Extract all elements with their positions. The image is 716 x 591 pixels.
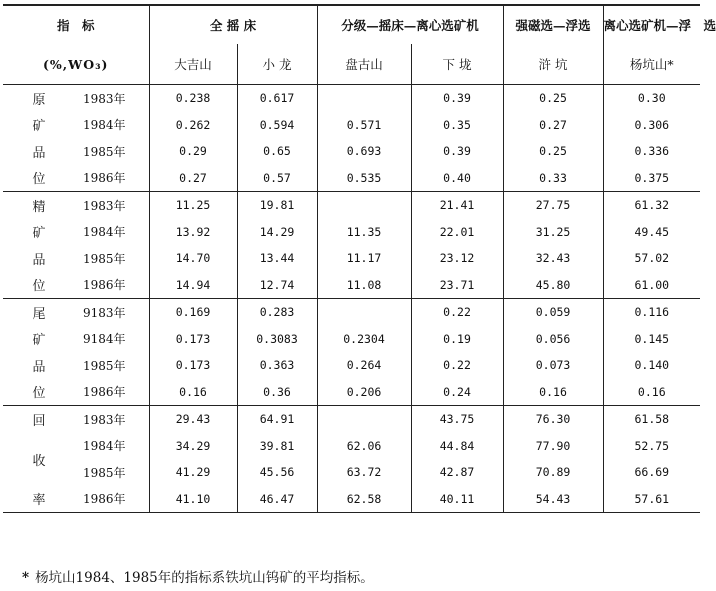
mine-header: 浒 坑 bbox=[503, 44, 603, 85]
value-cell: 0.16 bbox=[149, 379, 237, 406]
mine-header: 杨坑山* bbox=[603, 44, 700, 85]
value-cell: 45.56 bbox=[237, 459, 317, 486]
value-cell: 0.173 bbox=[149, 352, 237, 379]
group-header-all-table: 全 摇 床 bbox=[149, 5, 317, 44]
year-cell: 1984年 bbox=[75, 112, 149, 139]
group-label-char: 品 bbox=[32, 145, 46, 161]
value-cell: 0.16 bbox=[637, 384, 666, 399]
table-row bbox=[3, 486, 700, 513]
value-cell: 45.80 bbox=[503, 272, 603, 299]
group-label-char: 尾 bbox=[3, 299, 75, 326]
group-label-char: 率 bbox=[3, 486, 75, 513]
table-row bbox=[3, 299, 700, 326]
value-cell bbox=[317, 85, 411, 112]
value-cell: 61.32 bbox=[603, 192, 700, 219]
value-cell: 13.44 bbox=[237, 245, 317, 272]
group-label-char: 品 bbox=[32, 359, 46, 375]
year-cell: 1983年 bbox=[75, 406, 149, 433]
value-cell: 0.65 bbox=[237, 138, 317, 165]
value-cell: 42.87 bbox=[411, 459, 503, 486]
value-cell: 52.75 bbox=[634, 438, 670, 453]
year-cell: 1986年 bbox=[75, 379, 149, 406]
value-cell: 0.29 bbox=[149, 138, 237, 165]
value-cell: 66.69 bbox=[634, 465, 670, 480]
unit-header: (%,WO₃) bbox=[3, 44, 149, 85]
group-label-char: 位 bbox=[32, 279, 46, 295]
year-cell: 1984年 bbox=[75, 433, 149, 460]
year-cell: 1985年 bbox=[75, 138, 149, 165]
year-cell: 1986年 bbox=[75, 165, 149, 192]
group-label-char: 矿 bbox=[32, 226, 46, 242]
footnote bbox=[22, 566, 374, 586]
value-cell: 0.363 bbox=[237, 352, 317, 379]
table-row bbox=[3, 192, 700, 219]
year-cell: 1983年 bbox=[75, 85, 149, 112]
group-header-classify: 分级—摇床—离心选矿机 bbox=[317, 5, 503, 44]
value-cell: 62.06 bbox=[317, 433, 411, 460]
year-cell: 1984年 bbox=[75, 219, 149, 246]
value-cell: 11.25 bbox=[149, 192, 237, 219]
mine-header: 大吉山 bbox=[149, 44, 237, 85]
value-cell: 63.72 bbox=[317, 459, 411, 486]
year-cell: 1986年 bbox=[75, 486, 149, 513]
value-cell: 76.30 bbox=[503, 406, 603, 433]
value-cell: 61.58 bbox=[603, 406, 700, 433]
value-cell: 40.11 bbox=[411, 486, 503, 513]
value-cell: 0.571 bbox=[317, 112, 411, 139]
value-cell: 0.22 bbox=[411, 352, 503, 379]
value-cell: 0.262 bbox=[149, 112, 237, 139]
group-label-char: 矿 bbox=[32, 333, 46, 349]
value-cell: 34.29 bbox=[149, 433, 237, 460]
value-cell: 0.173 bbox=[149, 326, 237, 353]
table-row bbox=[3, 85, 700, 112]
value-cell: 0.25 bbox=[503, 138, 603, 165]
year-cell: 1985年 bbox=[75, 245, 149, 272]
value-cell: 12.74 bbox=[237, 272, 317, 299]
group-label-char: 位 bbox=[32, 172, 46, 188]
value-cell: 61.00 bbox=[634, 277, 670, 292]
value-cell: 27.75 bbox=[503, 192, 603, 219]
footnote-mark: * bbox=[22, 570, 30, 586]
value-cell: 0.2304 bbox=[317, 326, 411, 353]
value-cell: 0.27 bbox=[149, 165, 237, 192]
value-cell: 0.116 bbox=[603, 299, 700, 326]
value-cell: 0.283 bbox=[237, 299, 317, 326]
group-label-char: 品 bbox=[32, 252, 46, 268]
value-cell: 13.92 bbox=[149, 219, 237, 246]
value-cell: 41.29 bbox=[149, 459, 237, 486]
value-cell bbox=[317, 406, 411, 433]
value-cell: 0.059 bbox=[503, 299, 603, 326]
value-cell: 0.22 bbox=[411, 299, 503, 326]
value-cell: 0.206 bbox=[317, 379, 411, 406]
table-row bbox=[3, 272, 700, 299]
footnote-text: 杨坑山1984、1985年的指标系铁坑山钨矿的平均指标。 bbox=[35, 570, 374, 586]
value-cell: 49.45 bbox=[634, 224, 670, 239]
group-header-centrifuge: 离心选矿机—浮 选 bbox=[603, 5, 700, 44]
value-cell: 57.02 bbox=[634, 251, 670, 266]
year-cell: 1983年 bbox=[75, 192, 149, 219]
group-label-char: 原 bbox=[32, 92, 46, 108]
value-cell: 0.33 bbox=[503, 165, 603, 192]
value-cell: 0.238 bbox=[149, 85, 237, 112]
table-row bbox=[3, 112, 700, 139]
value-cell: 0.24 bbox=[411, 379, 503, 406]
value-cell: 0.535 bbox=[317, 165, 411, 192]
value-cell: 0.594 bbox=[237, 112, 317, 139]
value-cell: 0.36 bbox=[237, 379, 317, 406]
value-cell: 0.056 bbox=[503, 326, 603, 353]
value-cell: 0.16 bbox=[503, 379, 603, 406]
year-cell: 1986年 bbox=[75, 272, 149, 299]
year-cell: 1985年 bbox=[75, 352, 149, 379]
value-cell: 0.169 bbox=[149, 299, 237, 326]
value-cell: 0.35 bbox=[411, 112, 503, 139]
table-row bbox=[3, 379, 700, 406]
value-cell: 31.25 bbox=[503, 219, 603, 246]
value-cell: 21.41 bbox=[411, 192, 503, 219]
value-cell: 11.17 bbox=[317, 245, 411, 272]
value-cell: 0.336 bbox=[634, 144, 670, 159]
value-cell: 0.19 bbox=[411, 326, 503, 353]
value-cell: 22.01 bbox=[411, 219, 503, 246]
value-cell: 0.40 bbox=[411, 165, 503, 192]
year-cell: 9183年 bbox=[75, 299, 149, 326]
value-cell: 14.70 bbox=[149, 245, 237, 272]
value-cell: 11.08 bbox=[317, 272, 411, 299]
value-cell: 0.693 bbox=[317, 138, 411, 165]
value-cell: 0.30 bbox=[637, 91, 666, 106]
table-row bbox=[3, 245, 700, 272]
table-row bbox=[3, 406, 700, 433]
value-cell: 43.75 bbox=[411, 406, 503, 433]
value-cell: 0.145 bbox=[634, 331, 670, 346]
indicator-header: 指 标 bbox=[3, 5, 149, 44]
value-cell: 46.47 bbox=[237, 486, 317, 513]
ore-grade-table bbox=[3, 4, 716, 513]
value-cell: 23.12 bbox=[411, 245, 503, 272]
value-cell: 0.25 bbox=[503, 85, 603, 112]
value-cell: 0.306 bbox=[634, 117, 670, 132]
value-cell: 0.57 bbox=[237, 165, 317, 192]
group-label-char: 精 bbox=[3, 192, 75, 219]
value-cell bbox=[317, 299, 411, 326]
value-cell: 32.43 bbox=[503, 245, 603, 272]
value-cell: 54.43 bbox=[503, 486, 603, 513]
value-cell: 0.39 bbox=[411, 85, 503, 112]
value-cell: 44.84 bbox=[411, 433, 503, 460]
table-row bbox=[3, 326, 700, 353]
table-row bbox=[3, 138, 700, 165]
value-cell: 57.61 bbox=[603, 486, 700, 513]
value-cell: 39.81 bbox=[237, 433, 317, 460]
group-label-char: 矿 bbox=[32, 119, 46, 135]
value-cell: 70.89 bbox=[503, 459, 603, 486]
value-cell: 23.71 bbox=[411, 272, 503, 299]
value-cell: 0.264 bbox=[317, 352, 411, 379]
value-cell bbox=[317, 192, 411, 219]
value-cell: 14.94 bbox=[149, 272, 237, 299]
value-cell: 77.90 bbox=[503, 433, 603, 460]
table-row bbox=[3, 219, 700, 246]
value-cell: 0.3083 bbox=[237, 326, 317, 353]
group-label-char: 回 bbox=[3, 406, 75, 433]
year-cell: 1985年 bbox=[75, 459, 149, 486]
group-label-char: 位 bbox=[32, 386, 46, 402]
value-cell: 0.140 bbox=[634, 358, 670, 373]
group-label-char: 收 bbox=[32, 453, 46, 469]
mine-header: 小 龙 bbox=[237, 44, 317, 85]
mine-header: 盘古山 bbox=[317, 44, 411, 85]
value-cell: 0.39 bbox=[411, 138, 503, 165]
table-row bbox=[3, 165, 700, 192]
value-cell: 0.27 bbox=[503, 112, 603, 139]
value-cell: 0.617 bbox=[237, 85, 317, 112]
value-cell: 29.43 bbox=[149, 406, 237, 433]
table-row bbox=[3, 459, 700, 486]
value-cell: 11.35 bbox=[317, 219, 411, 246]
value-cell: 14.29 bbox=[237, 219, 317, 246]
table-row bbox=[3, 352, 700, 379]
mine-header: 下 垅 bbox=[411, 44, 503, 85]
year-cell: 9184年 bbox=[75, 326, 149, 353]
table-row bbox=[3, 433, 700, 460]
value-cell: 0.073 bbox=[503, 352, 603, 379]
group-header-magnetic: 强磁选—浮选 bbox=[503, 5, 603, 44]
value-cell: 62.58 bbox=[317, 486, 411, 513]
value-cell: 41.10 bbox=[149, 486, 237, 513]
value-cell: 0.375 bbox=[634, 170, 670, 185]
value-cell: 64.91 bbox=[237, 406, 317, 433]
value-cell: 19.81 bbox=[237, 192, 317, 219]
